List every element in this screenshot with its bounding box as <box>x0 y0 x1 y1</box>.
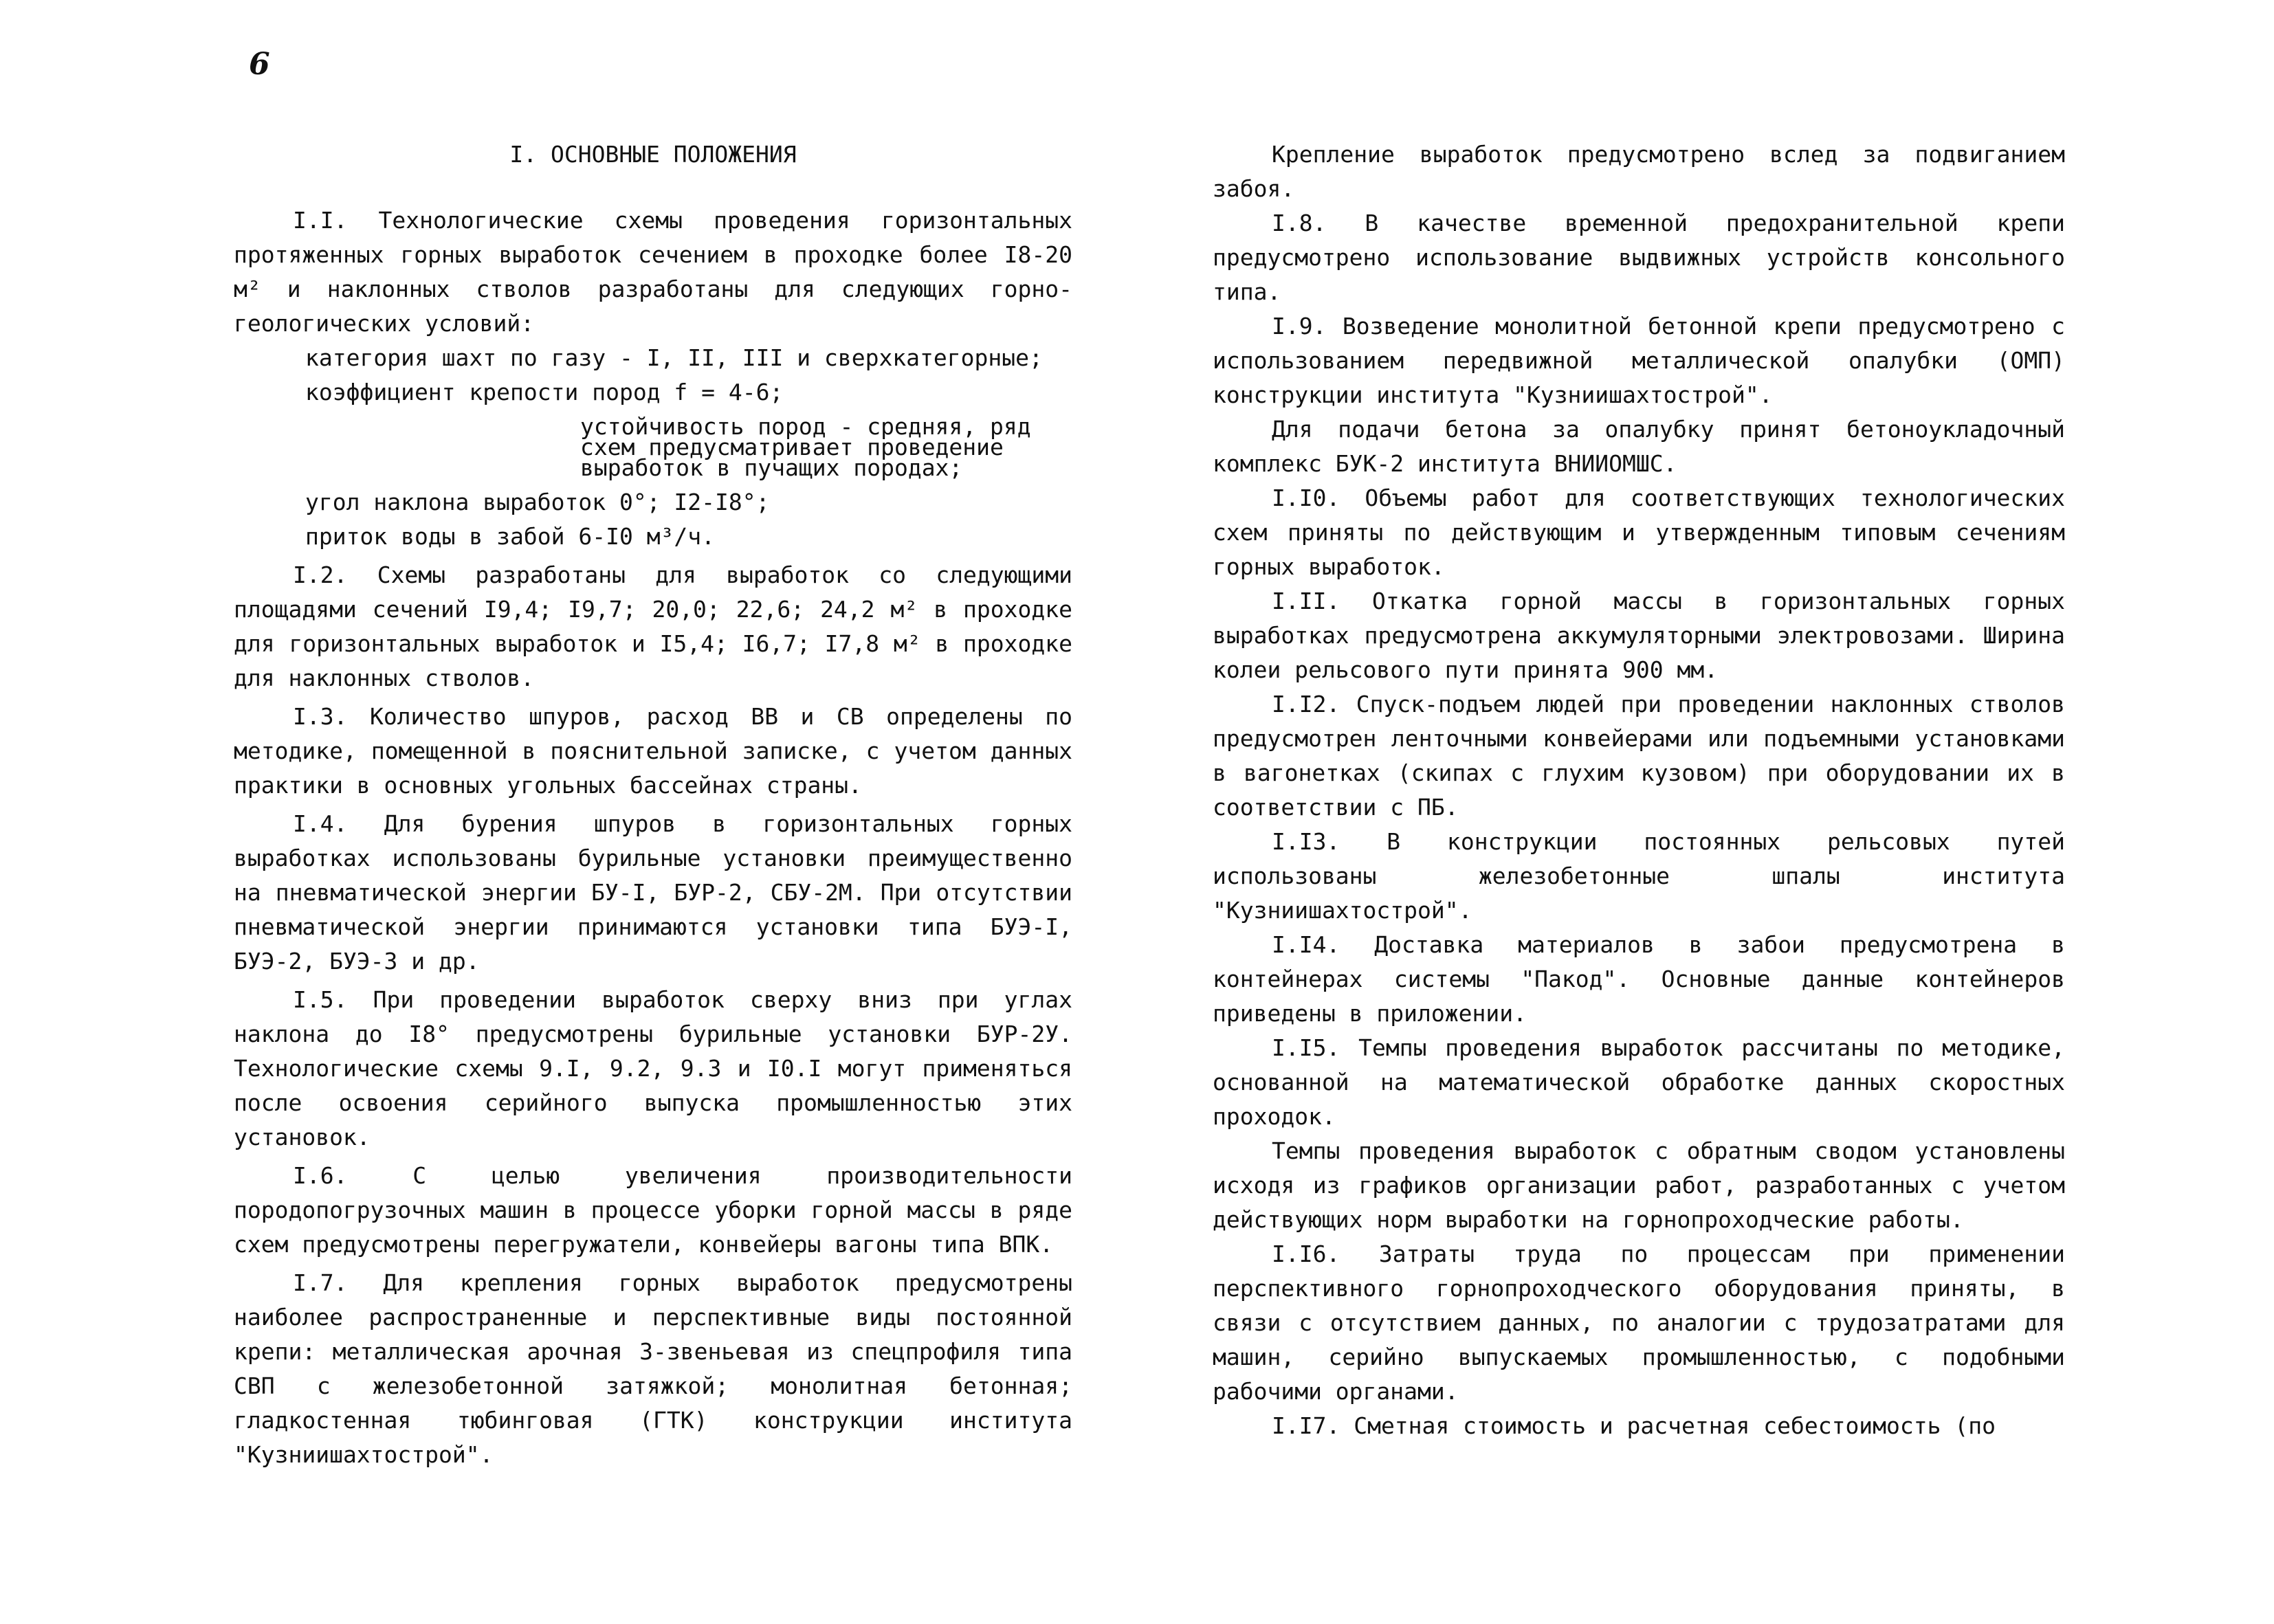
condition-rock-hardness: коэффициент крепости пород f = 4-6; <box>305 379 784 405</box>
paragraph-1-10: I.I0. Объемы работ для соответствующих технологических схем приняты по действующим и утвержденным типовым сечениям горных выработок. <box>1213 485 2065 580</box>
paragraph-1-16: I.I6. Затраты труда по процессам при применении перспективного горнопроходческого оборудования приняты, в связи с отсутствием данных, по аналогии с трудозатратами для машин, серийно выпускаемых промышленностью, с подобными рабочими органами. <box>1213 1241 2065 1405</box>
paragraph-1-1: I.I. Технологические схемы проведения горизонтальных протяженных горных выработок сечением в проходке более I8-20 м² и наклонных стволов разработаны для следующих горно-геологических условий: <box>234 207 1072 337</box>
paragraph-1-7-continued: Крепление выработок предусмотрено вслед за подвиганием забоя. <box>1213 141 2065 202</box>
paragraph-1-14: I.I4. Доставка материалов в забои предусмотрена в контейнерах системы "Пакод". Основные данные контейнеров приведены в приложении. <box>1213 931 2065 1027</box>
condition-rock-stability: устойчивость пород - средняя, ряд схем предусматривает проведение выработок в пучащих породах; <box>580 413 1031 481</box>
section-heading: I. ОСНОВНЫЕ ПОЛОЖЕНИЯ <box>509 141 797 168</box>
conditions-list <box>305 341 1072 554</box>
paragraph-1-6: I.6. С целью увеличения производительности породопогрузочных машин в процессе уборки горной массы в ряде схем предусмотрены перегружатели, конвейеры вагоны типа ВПК. <box>234 1162 1072 1258</box>
paragraph-1-8: I.8. В качестве временной предохранительной крепи предусмотрено использование выдвижных устройств консольного типа. <box>1213 210 2065 305</box>
left-column <box>234 137 1072 1472</box>
paragraph-1-3: I.3. Количество шпуров, расход ВВ и СВ определены по методике, помещенной в пояснительной записке, с учетом данных практики в основных угольных бассейнах страны. <box>234 703 1072 799</box>
page-number: 6 <box>249 47 270 82</box>
paragraph-1-12: I.I2. Спуск-подъем людей при проведении наклонных стволов предусмотрен ленточными конвейерами или подъемными установками в вагонетках (скипах с глухим кузовом) при оборудовании их в соответствии с ПБ. <box>1213 691 2065 821</box>
condition-water-inflow: приток воды в забой 6-I0 м³/ч. <box>305 523 716 550</box>
paragraph-1-5: I.5. При проведении выработок сверху вниз при углах наклона до I8° предусмотрены бурильные установки БУР-2У. Технологические схемы 9.I, 9.2, 9.3 и I0.I могут применяться после освоения серийного выпуска промышленностью этих установок. <box>234 986 1072 1150</box>
condition-incline-angle: угол наклона выработок 0°; I2-I8°; <box>305 489 770 515</box>
right-column <box>1213 137 2065 1443</box>
paragraph-1-11: I.II. Откатка горной массы в горизонтальных горных выработках предусмотрена аккумуляторными электровозами. Ширина колеи рельсового пути принята 900 мм. <box>1213 588 2065 683</box>
paragraph-1-13: I.I3. В конструкции постоянных рельсовых путей использованы железобетонные шпалы института "Кузниишахтострой". <box>1213 828 2065 924</box>
paragraph-1-15-reverse-arch: Темпы проведения выработок с обратным сводом установлены исходя из графиков организации работ, разработанных с учетом действующих норм выработки на горнопроходческие работы. <box>1213 1137 2065 1233</box>
paragraph-1-9: I.9. Возведение монолитной бетонной крепи предусмотрено с использованием передвижной металлической опалубки (ОМП) конструкции института "Кузниишахтострой". <box>1213 313 2065 408</box>
paragraph-1-7: I.7. Для крепления горных выработок предусмотрены наиболее распространенные и перспективные виды постоянной крепи: металлическая арочная 3-звеньевая из спецпрофиля типа СВП с железобетонной затяжкой; монолитная бетонная; гладкостенная тюбинговая (ГТК) конструкции института "Кузниишахтострой". <box>234 1269 1072 1468</box>
condition-gas-category: категория шахт по газу - I, II, III и сверхкатегорные; <box>305 344 1043 371</box>
paragraph-1-4: I.4. Для бурения шпуров в горизонтальных горных выработках использованы бурильные установки преимущественно на пневматической энергии БУ-I, БУР-2, СБУ-2М. При отсутствии пневматической энергии принимаются установки типа БУЭ-I, БУЭ-2, БУЭ-3 и др. <box>234 810 1072 975</box>
paragraph-1-9-concrete-supply: Для подачи бетона за опалубку принят бетоноукладочный комплекс БУК-2 института ВНИИОМШС. <box>1213 416 2065 477</box>
paragraph-1-17: I.I7. Сметная стоимость и расчетная себестоимость (по <box>1272 1412 1996 1439</box>
paragraph-1-2: I.2. Схемы разработаны для выработок со следующими площадями сечений I9,4; I9,7; 20,0; 22,6; 24,2 м² в проходке для горизонтальных выработок и I5,4; I6,7; I7,8 м² в проходке для наклонных стволов. <box>234 561 1072 691</box>
paragraph-1-15: I.I5. Темпы проведения выработок рассчитаны по методике, основанной на математической обработке данных скоростных проходок. <box>1213 1034 2065 1130</box>
